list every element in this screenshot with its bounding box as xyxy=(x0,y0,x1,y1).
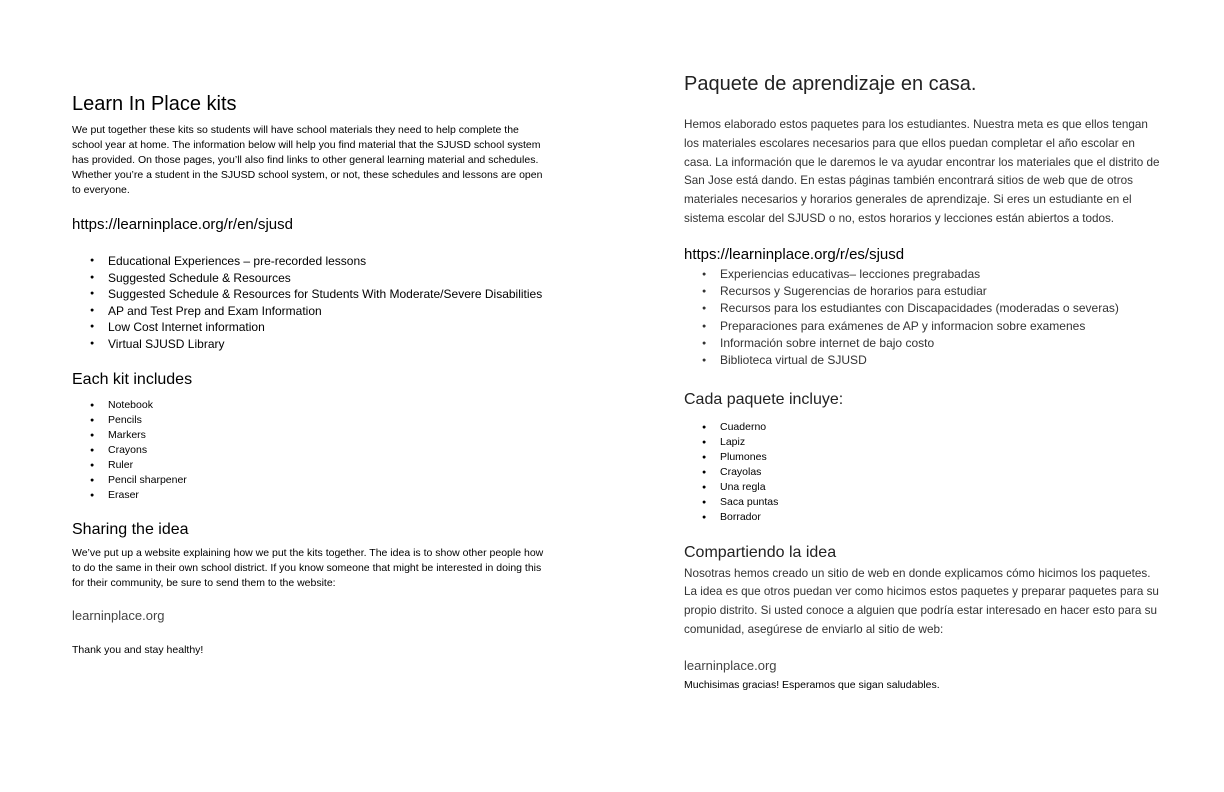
list-item: ● Pencil sharpener xyxy=(72,473,552,488)
spanish-column xyxy=(684,72,1164,693)
kit-heading-spanish: Cada paquete incluye: xyxy=(684,390,844,408)
english-column xyxy=(72,92,552,658)
list-item: ● Una regla xyxy=(684,480,1164,495)
resource-link[interactable]: ● AP and Test Prep and Exam Information xyxy=(72,303,552,320)
resource-link[interactable]: ● Información sobre internet de bajo costo xyxy=(684,335,1164,352)
website-link-english[interactable]: learninplace.org xyxy=(72,608,165,623)
sharing-heading-english: Sharing the idea xyxy=(72,521,189,538)
list-item: ● Notebook xyxy=(72,398,552,413)
intro-english: We put together these kits so students will have school materials they need to help complete the school year at home. The information below will help you find material that the SJUSD school system has provided. On those pages, you’ll also find links to other general learning material and schedules. Whether you’re a student in the SJUSD school system, or not, these schedules and lessons are open to everyone. xyxy=(72,124,543,196)
kit-heading-english: Each kit includes xyxy=(72,371,193,388)
website-link-spanish[interactable]: learninplace.org xyxy=(684,657,777,673)
url-english[interactable]: https://learninplace.org/r/en/sjusd xyxy=(72,216,293,233)
kit-items-spanish xyxy=(684,420,1164,525)
list-item: ● Saca puntas xyxy=(684,495,1164,510)
list-item: ● Eraser xyxy=(72,488,552,503)
list-item: ● Crayons xyxy=(72,443,552,458)
sharing-text-spanish: Nosotras hemos creado un sitio de web en donde explicamos cómo hicimos los paquetes. La idea es que otros puedan ver como hicimos estos paquetes y preparar paquetes para su propio distrito. Si usted conoce a alguien que podría estar interesado en hacer esto para su comunidad, asegúrese de enviarlo al sitio de web: xyxy=(684,566,1159,636)
resource-link[interactable]: ● Educational Experiences – pre-recorded lessons xyxy=(72,253,552,270)
kit-items-english xyxy=(72,398,552,503)
list-item: ● Markers xyxy=(72,428,552,443)
list-item: ● Lapiz xyxy=(684,435,1164,450)
resource-link[interactable]: ● Recursos y Sugerencias de horarios para estudiar xyxy=(684,283,1164,300)
sharing-heading-spanish: Compartiendo la idea xyxy=(684,543,837,561)
resource-link[interactable]: ● Low Cost Internet information xyxy=(72,319,552,336)
sharing-text-english: We’ve put up a website explaining how we put the kits together. The idea is to show other people how to do the same in their own school district. If you know someone that might be interested in doing this for their community, be sure to send them to the website: xyxy=(72,547,544,589)
resource-link[interactable]: ● Suggested Schedule & Resources xyxy=(72,270,552,287)
resource-link[interactable]: ● Biblioteca virtual de SJUSD xyxy=(684,352,1164,369)
list-item: ● Pencils xyxy=(72,413,552,428)
resource-link[interactable]: ● Suggested Schedule & Resources for Students With Moderate/Severe Disabilities xyxy=(72,286,552,303)
list-item: ● Plumones xyxy=(684,450,1164,465)
resource-link[interactable]: ● Experiencias educativas– lecciones pregrabadas xyxy=(684,266,1164,283)
resource-link[interactable]: ● Recursos para los estudiantes con Discapacidades (moderadas o severas) xyxy=(684,300,1164,317)
closing-spanish: Muchisimas gracias! Esperamos que sigan saludables. xyxy=(684,678,940,691)
resource-links-spanish xyxy=(684,266,1164,370)
list-item: ● Cuaderno xyxy=(684,420,1164,435)
list-item: ● Borrador xyxy=(684,510,1164,525)
closing-english: Thank you and stay healthy! xyxy=(72,644,204,656)
url-spanish[interactable]: https://learninplace.org/r/es/sjusd xyxy=(684,245,905,263)
intro-spanish: Hemos elaborado estos paquetes para los estudiantes. Nuestra meta es que ellos tengan los materiales escolares necesarios para que ellos puedan completar el año escolar en casa. La información que le daremos le va ayudar encontrar los materiales que el distrito de San Jose está dando. En estas páginas también encontrará sitios de web que de otros materiales necesarios y horarios generales de aprendizaje. Si eres un estudiante en el sistema escolar del SJUSD o no, estos horarios y lecciones están abiertos a todos. xyxy=(684,118,1160,225)
page-title-english: Learn In Place kits xyxy=(72,93,237,115)
resource-link[interactable]: ● Virtual SJUSD Library xyxy=(72,336,552,353)
page-title-spanish: Paquete de aprendizaje en casa. xyxy=(684,73,977,95)
list-item: ● Crayolas xyxy=(684,465,1164,480)
resource-link[interactable]: ● Preparaciones para exámenes de AP y informacion sobre examenes xyxy=(684,318,1164,335)
list-item: ● Ruler xyxy=(72,458,552,473)
resource-links-english xyxy=(72,253,552,352)
